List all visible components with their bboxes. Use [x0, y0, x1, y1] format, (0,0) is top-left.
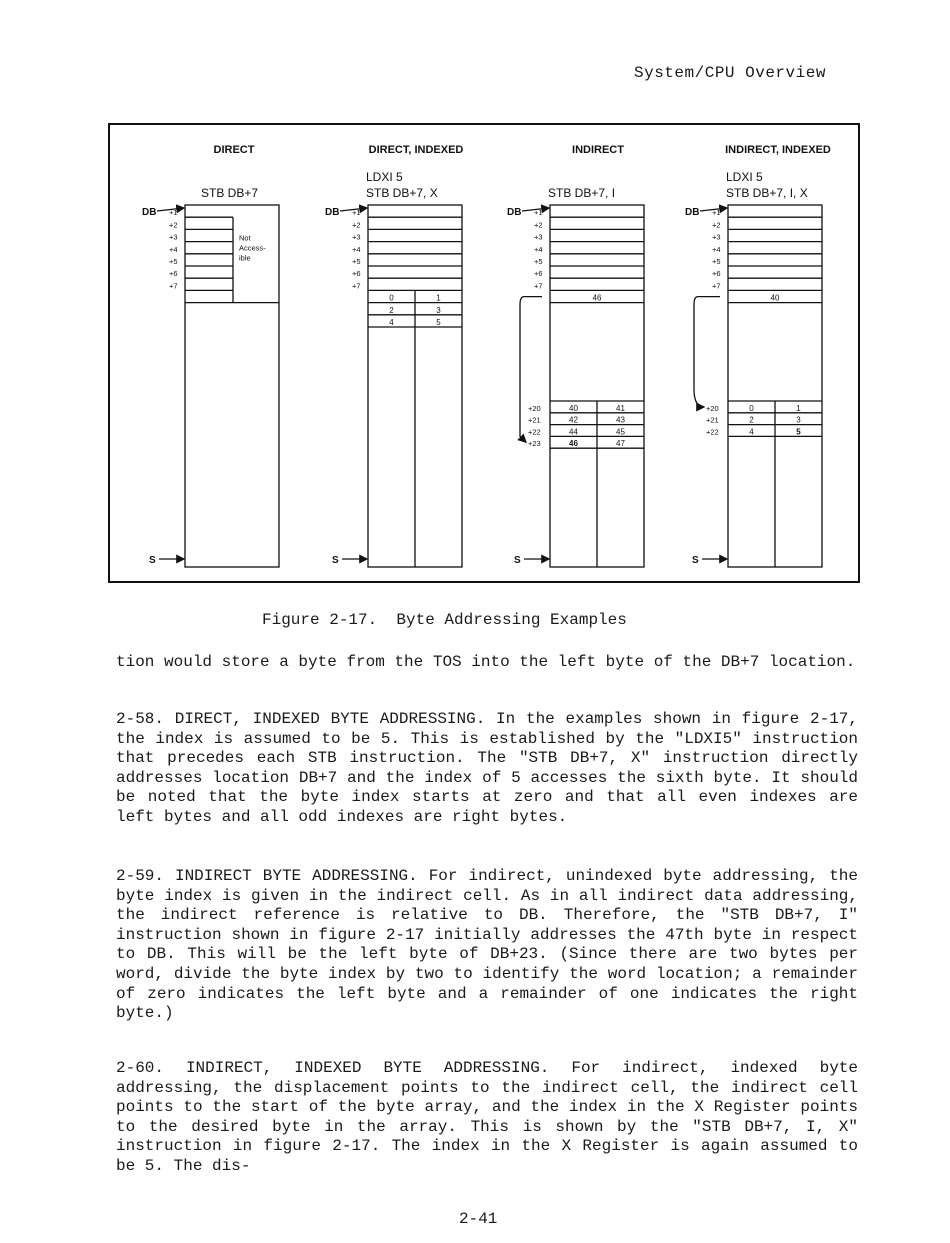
word-offset-2-6: +6 — [534, 269, 543, 279]
byte-index-right-0: 1 — [436, 293, 441, 303]
s-label-3: S — [692, 555, 699, 566]
indirect-indexed-byte-right-0: 1 — [796, 403, 801, 413]
indirect-indexed-byte-left-1: 2 — [749, 415, 754, 425]
word-offset-2-7: +7 — [534, 281, 543, 291]
db-label-1: DB — [325, 207, 340, 218]
s-label-0: S — [149, 555, 156, 566]
indirect-indexed-byte-left-0: 0 — [749, 403, 754, 413]
not-accessible-note-2: ible — [239, 253, 251, 263]
byte-index-right-2: 5 — [436, 318, 441, 327]
indirect-indexed-offset-1: +21 — [706, 415, 719, 425]
panel-instruction-stb-3: STB DB+7, I, X — [726, 186, 808, 200]
word-offset-1-4: +4 — [352, 244, 361, 254]
paragraph-2-59: 2-59. INDIRECT BYTE ADDRESSING. For indirect, unindexed byte addressing, the byte index is given in the indirect cell. As in all indirect data addressing, the indirect reference is relative to DB. Therefore, the "STB DB+7, I" instruction shown in figure 2-17 initially addresses the 47th byte in respect to DB. This will be the left byte of DB+23. (Since there are two bytes per word, divide the byte index by two to identify the word location; a remainder of zero indicates the left byte and a remainder of one indicates the right byte.) — [116, 867, 858, 1023]
db-label-2: DB — [507, 207, 522, 218]
indirect-offset-3: +23 — [528, 439, 541, 449]
word-offset-3-4: +4 — [712, 244, 721, 254]
word-offset-0-5: +5 — [169, 257, 178, 266]
panel-title-0: DIRECT — [213, 144, 255, 156]
indirect-byte-right-2: 45 — [616, 427, 625, 437]
figure-caption: Figure 2-17. Byte Addressing Examples — [262, 611, 627, 629]
running-header: System/CPU Overview — [634, 64, 826, 82]
byte-addressing-diagram — [110, 125, 862, 585]
indirect-indexed-offset-2: +22 — [706, 427, 719, 437]
indirect-byte-right-1: 43 — [616, 415, 625, 425]
data-stack-0 — [185, 205, 279, 567]
word-offset-3-2: +2 — [712, 220, 721, 230]
word-offset-1-7: +7 — [352, 281, 361, 291]
indirect-byte-left-2: 44 — [569, 427, 578, 437]
indirect-byte-left-0: 40 — [569, 403, 578, 413]
figure-byte-addressing — [108, 123, 860, 583]
word-offset-1-2: +2 — [352, 220, 361, 230]
indirect-indexed-byte-right-1: 3 — [796, 415, 801, 425]
indirect-offset-2: +22 — [528, 427, 541, 437]
byte-index-right-1: 3 — [436, 305, 441, 315]
word-offset-1-5: +5 — [352, 257, 361, 266]
word-offset-2-2: +2 — [534, 220, 543, 230]
panel-instruction-ldxi-1: LDXI 5 — [366, 170, 403, 184]
panel-instruction-ldxi-3: LDXI 5 — [726, 170, 763, 184]
word-offset-3-1: +1 — [712, 208, 721, 218]
word-offset-0-3: +3 — [169, 232, 178, 242]
indirect-offset-0: +20 — [528, 403, 541, 413]
word-offset-1-6: +6 — [352, 269, 361, 279]
word-offset-2-4: +4 — [534, 244, 543, 254]
panel-title-3: INDIRECT, INDEXED — [725, 144, 831, 156]
not-accessible-note-1: Access- — [239, 243, 266, 253]
paragraph-continuation: tion would store a byte from the TOS into the left byte of the DB+7 location. — [116, 653, 856, 671]
indirect-indexed-reference-arrow — [694, 297, 720, 407]
panel-title-1: DIRECT, INDEXED — [368, 144, 464, 156]
indirect-offset-1: +21 — [528, 415, 541, 425]
db-label-3: DB — [685, 207, 700, 218]
indirect-byte-left-1: 42 — [569, 415, 578, 425]
word-offset-0-4: +4 — [169, 244, 178, 254]
word-offset-3-5: +5 — [712, 257, 721, 266]
not-accessible-note-0: Not — [239, 233, 251, 243]
word-offset-3-3: +3 — [712, 232, 721, 242]
indirect-indexed-byte-left-2: 4 — [749, 427, 754, 437]
word-offset-0-2: +2 — [169, 220, 178, 230]
indirect-cell-value: 46 — [592, 293, 602, 303]
panel-instruction-stb-0: STB DB+7 — [201, 186, 259, 200]
word-offset-0-1: +1 — [169, 208, 178, 218]
word-offset-3-6: +6 — [712, 269, 721, 279]
paragraph-2-60: 2-60. INDIRECT, INDEXED BYTE ADDRESSING. For indirect, indexed byte addressing, the displacement points to the indirect cell, the indirect cell points to the start of the byte array, and the index in the X Register points to the desired byte in the array. This is shown by the "STB DB+7, I, X" instruction in figure 2-17. The index in the X Register is again assumed to be 5. The dis- — [116, 1059, 858, 1175]
indirect-indexed-cell-value: 40 — [770, 293, 780, 303]
s-label-1: S — [332, 555, 339, 566]
byte-index-left-0: 0 — [389, 293, 394, 303]
byte-index-left-2: 4 — [389, 318, 394, 327]
indirect-byte-left-3: 46 — [569, 439, 578, 449]
indirect-indexed-byte-right-2: 5 — [796, 427, 801, 437]
word-offset-3-7: +7 — [712, 281, 721, 291]
panel-instruction-stb-1: STB DB+7, X — [366, 186, 438, 200]
s-label-2: S — [514, 555, 521, 566]
word-offset-2-3: +3 — [534, 232, 543, 242]
db-label-0: DB — [142, 207, 157, 218]
word-offset-0-6: +6 — [169, 269, 178, 279]
word-offset-1-1: +1 — [352, 208, 361, 218]
paragraph-2-58: 2-58. DIRECT, INDEXED BYTE ADDRESSING. In the examples shown in figure 2-17, the index is assumed to be 5. This is established by the "LDXI5" instruction that precedes each STB instruction. The "STB DB+7, X" instruction directly addresses location DB+7 and the index of 5 accesses the sixth byte. It should be noted that the byte index starts at zero and that all even indexes are left bytes and all odd indexes are right bytes. — [116, 710, 858, 826]
word-offset-2-5: +5 — [534, 257, 543, 266]
word-offset-1-3: +3 — [352, 232, 361, 242]
word-offset-0-7: +7 — [169, 281, 178, 291]
panel-title-2: INDIRECT — [572, 144, 624, 156]
word-offset-2-1: +1 — [534, 208, 543, 218]
page-number: 2-41 — [459, 1210, 498, 1228]
indirect-indexed-offset-0: +20 — [706, 403, 719, 413]
byte-index-left-1: 2 — [389, 305, 394, 315]
panel-instruction-stb-2: STB DB+7, I — [548, 186, 616, 200]
indirect-byte-right-0: 41 — [616, 403, 625, 413]
indirect-byte-right-3: 47 — [616, 439, 625, 449]
